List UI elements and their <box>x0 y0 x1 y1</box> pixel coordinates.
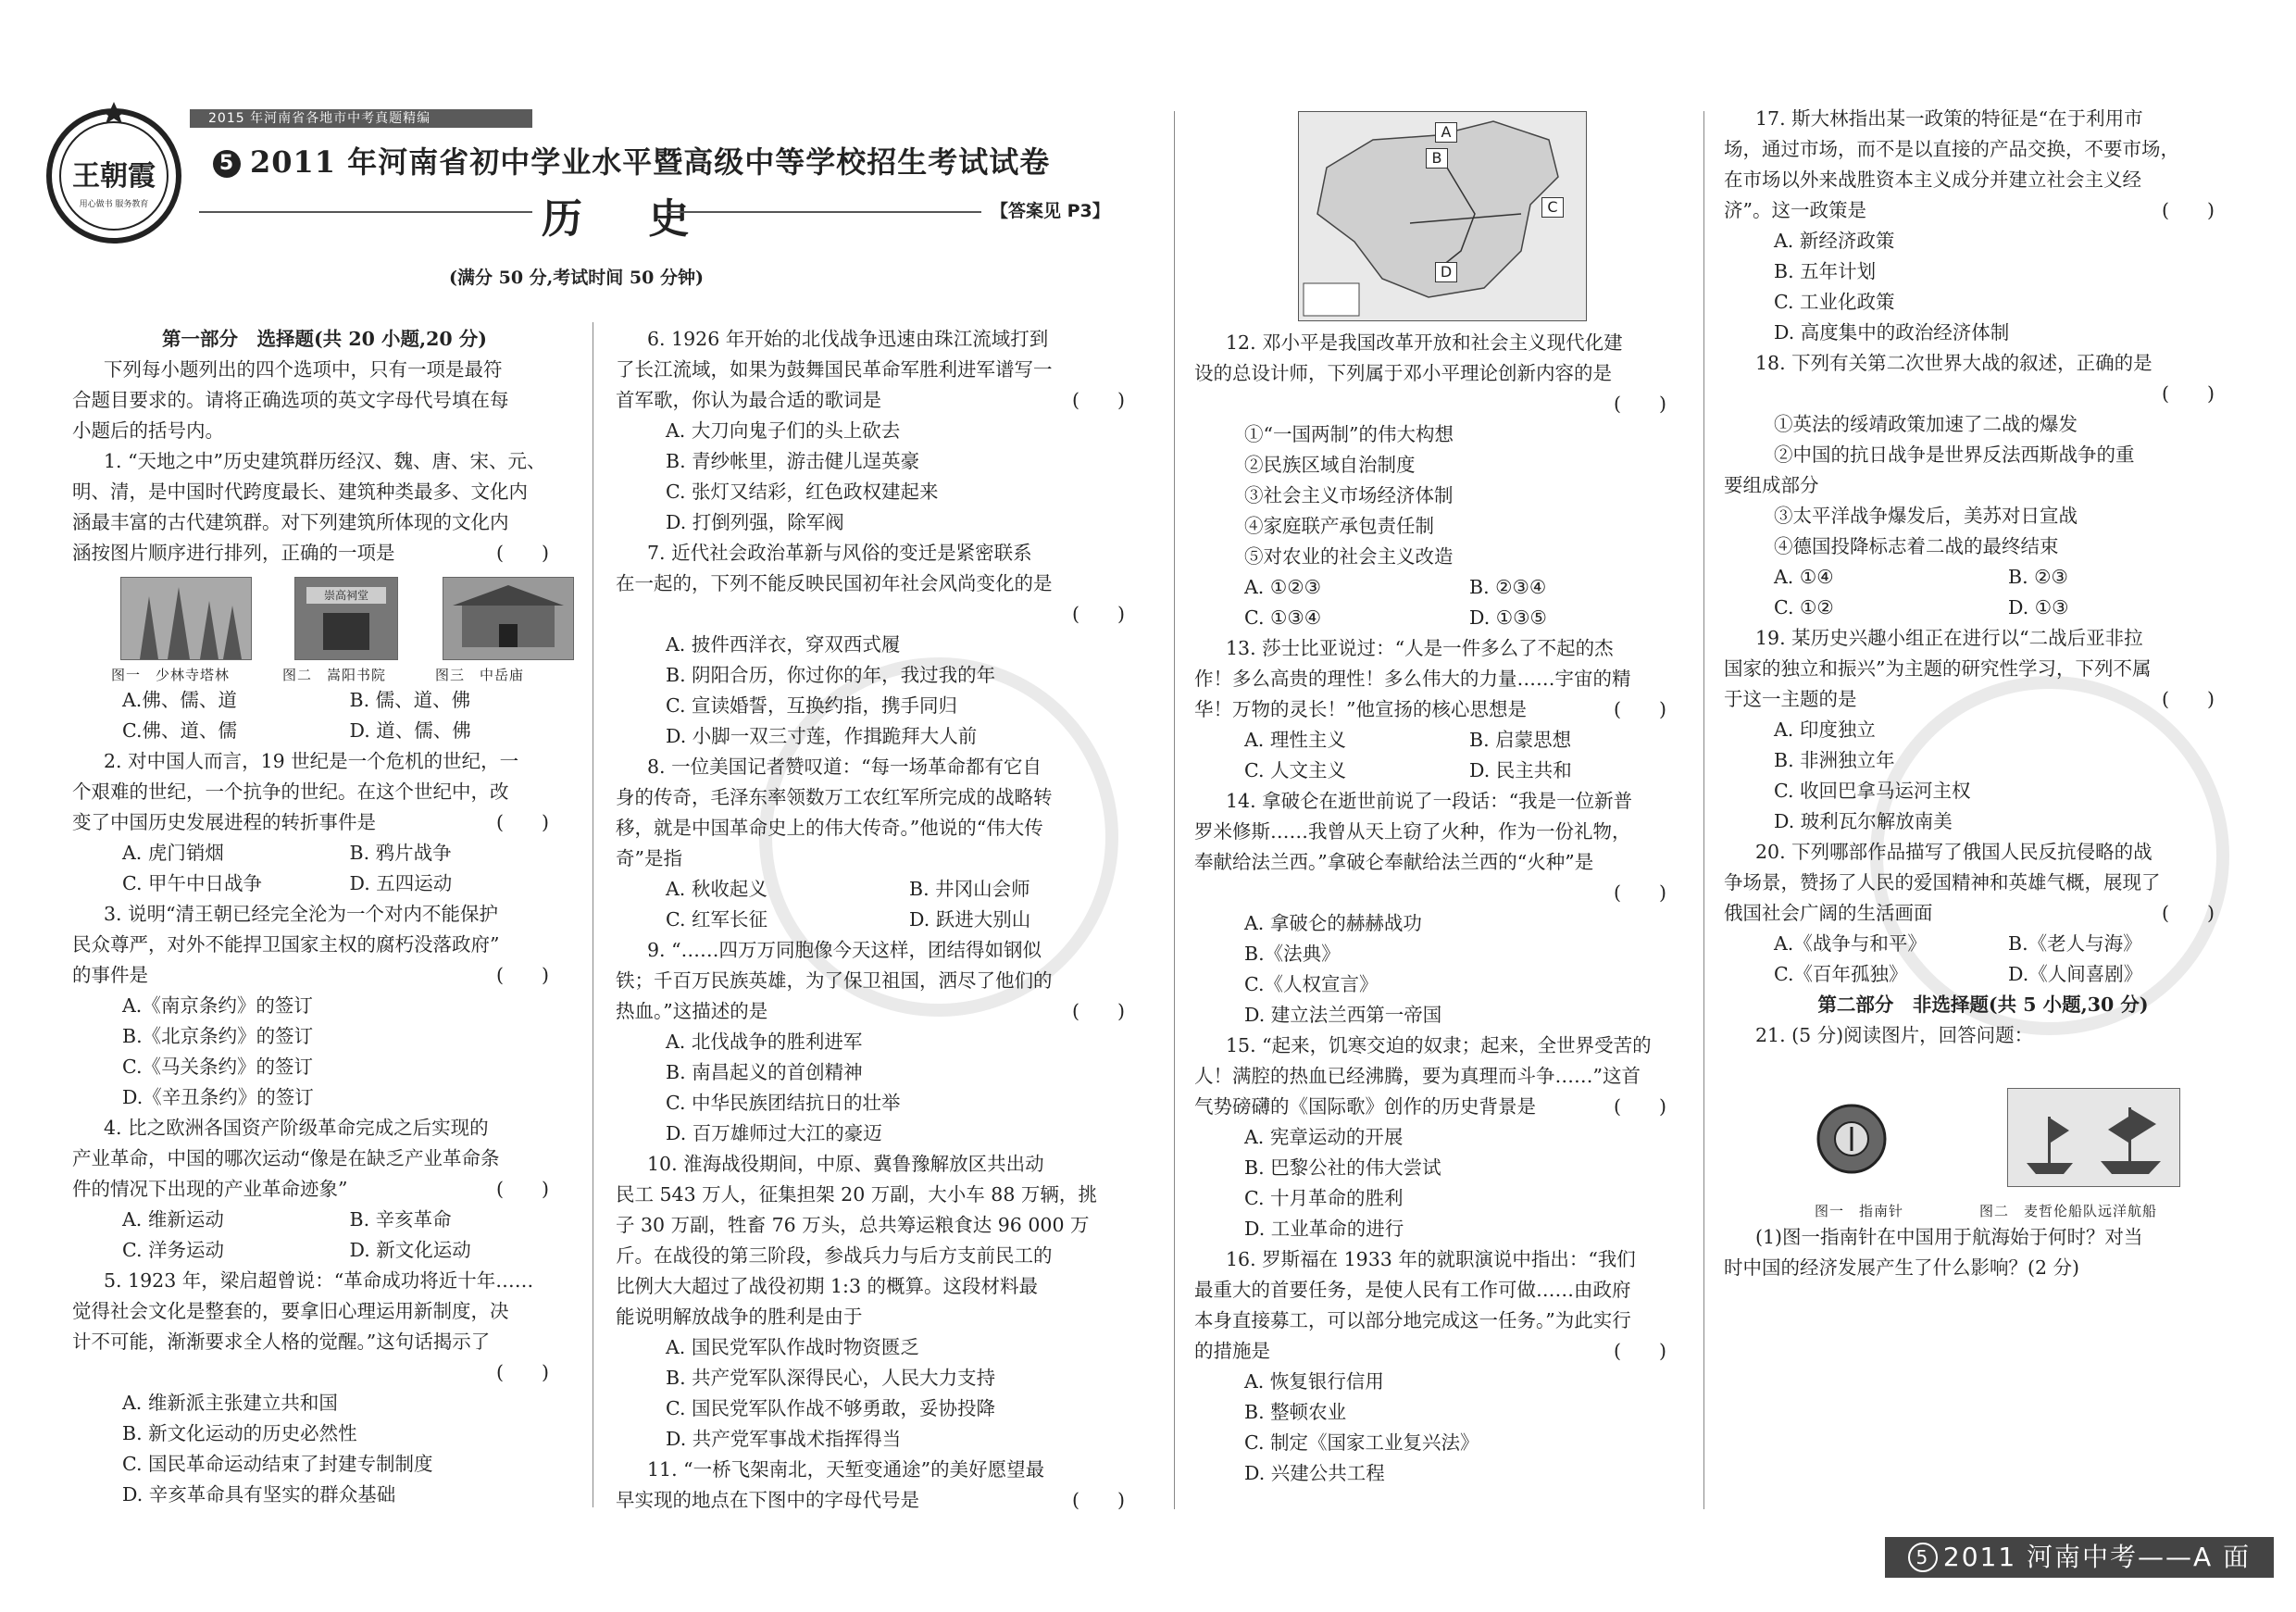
option[interactable]: B. 南昌起义的首创精神 <box>666 1061 863 1083</box>
map-label-c: C <box>1541 197 1564 218</box>
option[interactable]: B. 共产党军队深得民心，人民大力支持 <box>666 1367 996 1389</box>
column-divider <box>1703 111 1704 1509</box>
text-line: 作！多么高贵的理性！多么伟大的力量……宇宙的精 <box>1194 668 1631 690</box>
statement: ②中国的抗日战争是世界反法西斯战争的重 <box>1774 444 2135 466</box>
option[interactable]: C. 洋务运动 <box>122 1239 224 1261</box>
paper-number-badge: 5 <box>213 150 241 178</box>
subject-title: 历 史 <box>542 195 716 243</box>
option[interactable]: A. ①④ <box>1774 566 1834 588</box>
answer-blank[interactable]: ( ) <box>1614 698 1666 720</box>
statement: ④家庭联产承包责任制 <box>1244 515 1434 537</box>
text-line: 能说明解放战争的胜利是由于 <box>616 1306 863 1328</box>
pagoda-icon <box>121 578 251 659</box>
text-line: 本身直接募工，可以部分地完成这一任务。”为此实行 <box>1194 1309 1631 1331</box>
text-span: 气势磅礴的《国际歌》创作的历史背景是 <box>1194 1095 1536 1118</box>
option[interactable]: A. 维新运动 <box>122 1208 224 1231</box>
page-footer <box>1885 1537 2274 1578</box>
option[interactable]: C. 收回巴拿马运河主权 <box>1774 780 1971 802</box>
column-divider <box>1174 111 1175 1509</box>
text-span: 变了中国历史发展进程的转折事件是 <box>72 811 376 833</box>
text-line: 民工 543 万人，征集担架 20 万副，大小车 88 万辆，挑 <box>616 1183 1097 1206</box>
option[interactable]: D. 五四运动 <box>349 872 453 894</box>
statement: ④德国投降标志着二战的最终结束 <box>1774 535 2059 557</box>
option[interactable]: A. 北伐战争的胜利进军 <box>666 1031 863 1053</box>
column-4 <box>1724 104 2242 1051</box>
svg-text:王朝霞: 王朝霞 <box>72 160 156 193</box>
text-line <box>1724 195 2242 226</box>
option[interactable]: C.《人权宣言》 <box>1244 973 1379 995</box>
map-label-d: D <box>1435 262 1457 282</box>
question-5: 5. 1923 年，梁启超曾说：“革命成功将近十年…… <box>104 1269 534 1292</box>
answer-blank[interactable]: ( ) <box>1614 1095 1666 1118</box>
map-label-b: B <box>1426 148 1448 169</box>
text-line <box>1194 694 1694 725</box>
option[interactable]: B. 井冈山会师 <box>909 878 1030 900</box>
statement: ①英法的绥靖政策加速了二战的爆发 <box>1774 413 2078 435</box>
text-line: 奇”是指 <box>616 847 682 869</box>
part2-heading: 第二部分 非选择题(共 5 小题,30 分) <box>1817 993 2149 1016</box>
question-21: 21. (5 分)阅读图片，回答问题： <box>1755 1024 2034 1046</box>
option[interactable]: C. 人文主义 <box>1244 759 1346 781</box>
option[interactable]: B. 五年计划 <box>1774 260 1877 282</box>
option[interactable]: C. 红军长征 <box>666 908 767 931</box>
option[interactable]: B. ②③④ <box>1469 576 1547 598</box>
text-line: 罗米修斯……我曾从天上窃了火种，作为一份礼物， <box>1194 820 1631 843</box>
exam-title-text: 2011 年河南省初中学业水平暨高级中等学校招生考试试卷 <box>250 144 1051 180</box>
option[interactable]: D. 共产党军事战术指挥得当 <box>666 1428 902 1450</box>
title-rule <box>199 211 532 213</box>
statement: ②民族区域自治制度 <box>1244 454 1416 476</box>
column-2 <box>616 324 1153 1516</box>
option[interactable]: A. 虎门销烟 <box>122 842 224 864</box>
statement: ③太平洋战争爆发后，美苏对日宣战 <box>1774 505 2078 527</box>
option[interactable]: B. 整顿农业 <box>1244 1401 1347 1423</box>
compass-photo <box>1815 1088 1889 1190</box>
answer-reference: 【答案见 P3】 <box>991 201 1110 221</box>
ship-icon <box>2008 1089 2179 1186</box>
option[interactable]: A. 新经济政策 <box>1774 230 1895 252</box>
option[interactable]: C. 中华民族团结抗日的壮举 <box>666 1092 901 1114</box>
option[interactable]: C. 十月革命的胜利 <box>1244 1187 1404 1209</box>
question-11: 11. “一桥飞架南北，天堑变通途”的美好愿望最 <box>647 1458 1045 1481</box>
option[interactable]: B. 启蒙思想 <box>1469 729 1572 751</box>
academy-sign: 崇高祠堂 <box>306 587 386 604</box>
text-line: 场，通过市场，而不是以直接的产品交换，不要市场， <box>1724 138 2179 160</box>
part1-heading: 第一部分 选择题(共 20 小题,20 分) <box>161 328 487 350</box>
text-line: 比例大大超过了战役初期 1:3 的概算。这段材料最 <box>616 1275 1039 1297</box>
text-line: 铁；千百万民族英雄，为了保卫祖国，洒尽了他们的 <box>616 969 1053 992</box>
text-line: 涵最丰富的古代建筑群。对下列建筑所体现的文化内 <box>72 511 509 533</box>
option[interactable]: A. 宪章运动的开展 <box>1244 1126 1404 1148</box>
option[interactable]: D. 建立法兰西第一帝国 <box>1244 1004 1442 1026</box>
option[interactable]: C.《马关条约》的签订 <box>122 1056 313 1078</box>
text-line: 设的总设计师，下列属于邓小平理论创新内容的是 <box>1194 362 1612 384</box>
answer-blank[interactable]: ( ) <box>2162 382 2215 405</box>
question-2: 2. 对中国人而言，19 世纪是一个危机的世纪，一 <box>104 750 519 772</box>
option[interactable]: C. 国民党军队作战不够勇敢，妥协投降 <box>666 1397 995 1419</box>
option[interactable]: D. 道、儒、佛 <box>349 719 471 742</box>
option[interactable]: D. 兴建公共工程 <box>1244 1462 1385 1484</box>
question-20: 20. 下列哪部作品描写了俄国人民反抗侵略的战 <box>1755 841 2152 863</box>
question-18: 18. 下列有关第二次世界大战的叙述，正确的是 <box>1755 352 2152 374</box>
text-line: 争场景，赞扬了人民的爱国精神和英雄气概，展现了 <box>1724 871 2161 893</box>
option[interactable]: B. 鸦片战争 <box>349 842 452 864</box>
option[interactable]: B. 非洲独立年 <box>1774 749 1895 771</box>
option[interactable]: D. 高度集中的政治经济体制 <box>1774 321 2010 344</box>
answer-blank[interactable]: ( ) <box>1072 1489 1125 1511</box>
option[interactable]: C. ①③④ <box>1244 606 1322 629</box>
option[interactable]: D. ①③⑤ <box>1469 606 1547 629</box>
question-12: 12. 邓小平是我国改革开放和社会主义现代化建 <box>1226 331 1623 354</box>
text-line: 子 30 万副，牲畜 76 万头，总共筹运粮食达 96 000 万 <box>616 1214 1090 1236</box>
option[interactable]: D. 百万雄师过大江的豪迈 <box>666 1122 882 1144</box>
option[interactable]: A.佛、儒、道 <box>122 689 237 711</box>
text-line: 身的传奇，毛泽东率领数万工农红军所完成的战略转 <box>616 786 1053 808</box>
option[interactable]: D. 打倒列强，除军阀 <box>666 511 844 533</box>
option[interactable]: C. 张灯又结彩，红色政权建起来 <box>666 481 939 503</box>
option[interactable]: D. 跃进大别山 <box>909 908 1031 931</box>
text-line: 计不可能，渐渐要求全人格的觉醒。”这句话揭示了 <box>72 1331 491 1353</box>
svg-text:用心做书 服务教育: 用心做书 服务教育 <box>79 200 149 209</box>
option[interactable]: C. 工业化政策 <box>1774 291 1895 313</box>
answer-blank[interactable]: ( ) <box>496 811 549 833</box>
option[interactable]: D.《辛丑条约》的签订 <box>122 1086 314 1108</box>
option[interactable]: B. 新文化运动的历史必然性 <box>122 1422 357 1444</box>
text-span: 华！万物的灵长！”他宣扬的核心思想是 <box>1194 698 1527 720</box>
column-1b <box>72 685 577 1510</box>
text-line: 国家的独立和振兴”为主题的研究性学习，下列不属 <box>1724 657 2152 680</box>
text-line <box>616 996 1153 1027</box>
question-7: 7. 近代社会政治革新与风俗的变迁是紧密联系 <box>647 542 1032 564</box>
text-line <box>1724 898 2242 929</box>
text-line: 斤。在战役的第三阶段，参战兵力与后方支前民工的 <box>616 1244 1053 1267</box>
answer-blank[interactable]: ( ) <box>1072 603 1125 625</box>
question-8: 8. 一位美国记者赞叹道：“每一场革命都有它自 <box>647 756 1042 778</box>
text-line <box>72 538 577 569</box>
text-line: 在一起的，下列不能反映民国初年社会风尚变化的是 <box>616 572 1053 594</box>
option[interactable]: B. 辛亥革命 <box>349 1208 452 1231</box>
text-span: 热血。”这描述的是 <box>616 1000 768 1022</box>
option[interactable]: B. ②③ <box>2008 566 2068 588</box>
text-line: 小题后的括号内。 <box>72 419 224 442</box>
option[interactable]: B.《老人与海》 <box>2008 932 2142 955</box>
option[interactable]: D. 小脚一双三寸莲，作揖跪拜大人前 <box>666 725 978 747</box>
option[interactable]: C.《百年孤独》 <box>1774 963 1908 985</box>
option[interactable]: A. 拿破仑的赫赫战功 <box>1244 912 1422 934</box>
question-21-sub <box>1724 1222 2242 1283</box>
option[interactable]: A. ①②③ <box>1244 576 1321 598</box>
text-line: 奉献给法兰西。”拿破仑奉献给法兰西的“火种”是 <box>1194 851 1594 873</box>
text-line <box>72 960 577 991</box>
option[interactable]: A. 理性主义 <box>1244 729 1346 751</box>
option[interactable]: C. 甲午中日战争 <box>122 872 262 894</box>
text-line: 移，就是中国革命史上的伟大传奇。”他说的“伟大传 <box>616 817 1043 839</box>
text-line <box>72 1174 577 1205</box>
text-line: 合题目要求的。请将正确选项的英文字母代号填在每 <box>72 389 509 411</box>
figure-caption: 图二 麦哲伦船队远洋航船 <box>1979 1203 2158 1219</box>
text-line: 明、清，是中国时代跨度最长、建筑种类最多、文化内 <box>72 481 528 503</box>
column-3 <box>1194 328 1694 1489</box>
gate-shape <box>323 613 369 650</box>
text-span: 济”。这一政策是 <box>1724 199 1866 221</box>
text-line <box>1194 1092 1694 1122</box>
question-9: 9. “……四万万同胞像今天这样，团结得如钢似 <box>647 939 1042 961</box>
column-1 <box>72 324 577 569</box>
answer-blank[interactable]: ( ) <box>1072 1000 1125 1022</box>
question-10: 10. 淮海战役期间，中原、冀鲁豫解放区共出动 <box>647 1153 1044 1175</box>
option[interactable]: C. 国民革命运动结束了封建专制制度 <box>122 1453 433 1475</box>
text-line: 在市场以外来战胜资本主义成分并建立社会主义经 <box>1724 169 2141 191</box>
compass-icon <box>1815 1088 1889 1190</box>
option[interactable]: A. 国民党军队作战时物资匮乏 <box>666 1336 919 1358</box>
figure-caption: 图一 指南针 <box>1815 1203 1904 1219</box>
text-line: 最重大的首要任务，是使人民有工作可做……由政府 <box>1194 1279 1631 1301</box>
option[interactable]: B. 巴黎公社的伟大尝试 <box>1244 1156 1441 1179</box>
text-span: 于这一主题的是 <box>1724 688 1857 710</box>
option[interactable]: A. 印度独立 <box>1774 719 1876 741</box>
text-line: 了长江流域，如果为鼓舞国民革命军胜利进军谱写一 <box>616 358 1053 381</box>
option[interactable]: C. ①② <box>1774 596 1834 619</box>
option[interactable]: C.佛、道、儒 <box>122 719 237 742</box>
figure-caption: 图一 少林寺塔林 <box>111 667 231 683</box>
exam-title <box>213 139 1050 181</box>
question-3: 3. 说明“清王朝已经完全沦为一个对内不能保护 <box>104 903 499 925</box>
map-label-a: A <box>1435 122 1457 143</box>
answer-blank[interactable]: ( ) <box>496 1361 549 1383</box>
option[interactable]: B. 儒、道、佛 <box>349 689 471 711</box>
answer-blank[interactable]: ( ) <box>496 964 549 986</box>
question-14: 14. 拿破仑在逝世前说了一段话：“我是一位新普 <box>1226 790 1633 812</box>
temple-icon <box>443 578 573 659</box>
statement: ①“一国两制”的伟大构想 <box>1244 423 1454 445</box>
text-line: 人！满腔的热血已经沸腾，要为真理而斗争……”这首 <box>1194 1065 1641 1087</box>
question-1: 1. “天地之中”历史建筑群历经汉、魏、唐、宋、元、 <box>104 450 546 472</box>
option[interactable]: B.《法典》 <box>1244 943 1341 965</box>
text-line: (1)图一指南针在中国用于航海始于何时？对当 <box>1755 1226 2143 1248</box>
option[interactable]: D. 民主共和 <box>1469 759 1572 781</box>
text-span: 早实现的地点在下图中的字母代号是 <box>616 1489 919 1511</box>
text-span: 的事件是 <box>72 964 148 986</box>
question-15: 15. “起来，饥寒交迫的奴隶；起来，全世界受苦的 <box>1226 1034 1652 1056</box>
songyang-academy-photo <box>294 577 398 660</box>
option[interactable]: D. ①③ <box>2008 596 2069 619</box>
option[interactable]: D. 新文化运动 <box>349 1239 471 1261</box>
text-line <box>616 385 1153 416</box>
option[interactable]: D. 工业革命的进行 <box>1244 1218 1404 1240</box>
text-span: 涵按图片顺序进行排列，正确的一项是 <box>72 542 395 564</box>
option[interactable]: A. 恢复银行信用 <box>1244 1370 1384 1393</box>
footer-number: 5 <box>1908 1543 1938 1572</box>
option[interactable]: A. 秋收起义 <box>666 878 767 900</box>
answer-blank[interactable]: ( ) <box>496 542 549 564</box>
answer-blank[interactable]: ( ) <box>1614 393 1666 415</box>
text-line <box>1194 1336 1694 1367</box>
option[interactable]: A. 大刀向鬼子们的头上砍去 <box>666 419 901 442</box>
answer-blank[interactable]: ( ) <box>1614 881 1666 904</box>
answer-blank[interactable]: ( ) <box>2162 688 2215 710</box>
answer-blank[interactable]: ( ) <box>1072 389 1125 411</box>
answer-blank[interactable]: ( ) <box>2162 902 2215 924</box>
text-span: 的措施是 <box>1194 1340 1270 1362</box>
option[interactable]: B.《北京条约》的签订 <box>122 1025 314 1047</box>
text-span: 俄国社会广阔的生活画面 <box>1724 902 1933 924</box>
answer-blank[interactable]: ( ) <box>496 1178 549 1200</box>
answer-blank[interactable]: ( ) <box>1614 1340 1666 1362</box>
question-4: 4. 比之欧洲各国资产阶级革命完成之后实现的 <box>104 1117 489 1139</box>
figure-caption: 图二 嵩阳书院 <box>282 667 387 683</box>
option[interactable]: B. 青纱帐里，游击健儿逞英豪 <box>666 450 920 472</box>
text-line: 个艰难的世纪，一个抗争的世纪。在这个世纪中，改 <box>72 781 509 803</box>
option[interactable]: D. 辛亥革命具有坚实的群众基础 <box>122 1483 396 1506</box>
magellan-ships-photo <box>2007 1088 2180 1187</box>
title-rule <box>667 211 981 213</box>
statement: 要组成部分 <box>1724 474 1819 496</box>
shaolin-pagoda-photo <box>120 577 252 660</box>
figure-caption: 图三 中岳庙 <box>435 667 525 683</box>
text-line: 觉得社会文化是整套的，要拿旧心理运用新制度，决 <box>72 1300 509 1322</box>
text-line <box>1724 684 2242 715</box>
question-6: 6. 1926 年开始的北伐战争迅速由珠江流域打到 <box>647 328 1049 350</box>
publisher-logo-icon <box>35 97 193 255</box>
footer-text: 2011 河南中考——A 面 <box>1942 1542 2252 1572</box>
option[interactable]: A. 维新派主张建立共和国 <box>122 1392 338 1414</box>
text-line <box>616 1485 1153 1516</box>
statement: ⑤对农业的社会主义改造 <box>1244 545 1454 568</box>
option[interactable]: D. 玻利瓦尔解放南美 <box>1774 810 1953 832</box>
text-line: 产业革命，中国的哪次运动“像是在缺乏产业革命条 <box>72 1147 500 1169</box>
option[interactable]: A.《南京条约》的签订 <box>122 994 313 1017</box>
text-line: 民众尊严，对外不能捍卫国家主权的腐朽没落政府” <box>72 933 500 956</box>
option[interactable]: B. 阴阳合历，你过你的年，我过我的年 <box>666 664 996 686</box>
question-13: 13. 莎士比亚说过：“人是一件多么了不起的杰 <box>1226 637 1614 659</box>
question-19: 19. 某历史兴趣小组正在进行以“二战后亚非拉 <box>1755 627 2143 649</box>
option[interactable]: A.《战争与和平》 <box>1774 932 1927 955</box>
text-span: 件的情况下出现的产业革命迹象” <box>72 1178 348 1200</box>
text-line: 下列每小题列出的四个选项中，只有一项是最符 <box>104 358 503 381</box>
full-score-note: (满分 50 分,考试时间 50 分钟) <box>449 268 704 288</box>
text-line: 时中国的经济发展产生了什么影响？(2 分) <box>1724 1256 2080 1279</box>
text-line <box>72 807 577 838</box>
option[interactable]: A. 披件西洋衣，穿双西式履 <box>666 633 901 656</box>
option[interactable]: C. 宣读婚誓，互换约指，携手同归 <box>666 694 957 717</box>
series-banner: 2015 年河南省各地市中考真题精编 <box>190 109 532 128</box>
zhongyue-temple-photo <box>443 577 574 660</box>
answer-blank[interactable]: ( ) <box>2162 199 2215 221</box>
option[interactable]: D.《人间喜剧》 <box>2008 963 2143 985</box>
question-17: 17. 斯大林指出某一政策的特征是“在于利用市 <box>1755 107 2143 130</box>
text-span: 首军歌，你认为最合适的歌词是 <box>616 389 881 411</box>
option[interactable]: C. 制定《国家工业复兴法》 <box>1244 1431 1479 1454</box>
question-16: 16. 罗斯福在 1933 年的就职演说中指出：“我们 <box>1226 1248 1636 1270</box>
statement: ③社会主义市场经济体制 <box>1244 484 1454 506</box>
